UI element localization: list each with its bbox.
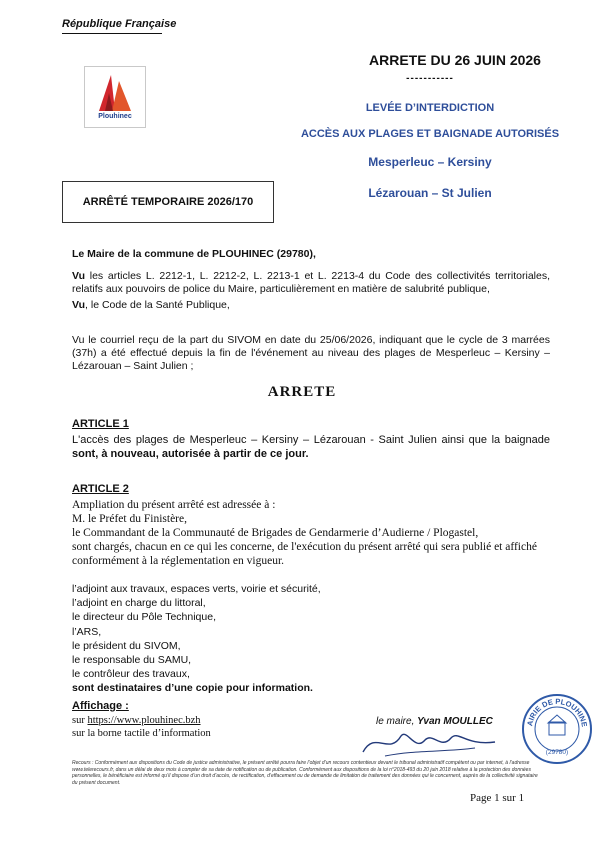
article-1-bold: sont, à nouveau, autorisée à partir de ce jour. (72, 448, 309, 460)
page-number: Page 1 sur 1 (470, 792, 525, 804)
list-item: le contrôleur des travaux, (72, 668, 190, 681)
destinataires-closing: sont destinataires d’une copie pour information. (72, 682, 313, 695)
mairie-seal (520, 692, 594, 766)
affichage-prefix: sur (72, 715, 88, 726)
list-item: le directeur du Pôle Technique, (72, 611, 216, 624)
affichage-borne: sur la borne tactile d’information (72, 728, 211, 739)
charges-line: sont chargés, chacun en ce qui les concerne, de l'exécution du présent arrêté qui sera publié et affiché conformément à la réglementation en vigueur. (72, 541, 537, 567)
ampliation-line: Ampliation du présent arrêté est adressée à : (72, 499, 276, 511)
subtitle-levee: LEVÉE D’INTERDICTION (365, 102, 495, 114)
list-item: le responsable du SAMU, (72, 654, 192, 667)
signature-label: le maire, (376, 716, 418, 727)
website-link[interactable]: https://www.plouhinec.bzh (87, 715, 201, 726)
vu-code-sante (72, 299, 230, 312)
vu-articles (72, 270, 550, 296)
article-1-body: L'accès des plages de Mesperleuc – Kersiny – Lézarouan - Saint Julien ainsi que la baignade (72, 434, 550, 446)
affichage-heading: Affichage : (72, 700, 129, 712)
plouhinec-logo (84, 66, 146, 128)
vu-prefix-2: Vu (72, 299, 86, 311)
mayor-name: Yvan MOULLEC (417, 716, 493, 727)
article-2-heading: ARTICLE 2 (72, 483, 129, 495)
republique-francaise: République Française (62, 18, 177, 30)
seal-stamp-icon (520, 692, 594, 766)
article-1-text (72, 433, 550, 461)
list-item: le président du SIVOM, (72, 639, 181, 652)
vu-articles-text: les articles L. 2212-1, L. 2212-2, L. 2213-1 et L. 2213-4 du Code des collectivités territoriales, relatifs aux pouvoirs de police du Maire, particulièrement en matière de salubrité publique, (72, 270, 550, 295)
arrete-heading: ARRETE (267, 384, 337, 400)
location-line-2: Lézarouan – St Julien (368, 186, 492, 200)
vu-prefix-1: Vu (72, 270, 86, 282)
maire-line: Le Maire de la commune de PLOUHINEC (29780), (72, 248, 316, 260)
list-item: l’ARS, (72, 625, 102, 638)
seal-arc-text: AIRIE DE PLOUHINE (525, 696, 589, 728)
arrete-number-box (62, 181, 274, 223)
article-1-heading: ARTICLE 1 (72, 418, 129, 430)
handwritten-signature (355, 722, 505, 762)
logo-wordmark: Plouhinec (98, 113, 132, 120)
location-line-1: Mesperleuc – Kersiny (368, 155, 492, 169)
commandant-line: le Commandant de la Communauté de Brigades de Gendarmerie d’Audierne / Plogastel, (72, 527, 479, 539)
recours-footnote: Recours : Conformément aux dispositions du Code de justice administrative, le présent arrêté pourra faire l’objet d’un recours contentieux devant le tribunal administratif compétent ou par internet, à l’adresse www.telerecours.fr, dans un délai de deux mois à compter de sa date de notification ou de publication. Conformément aux dispositions de la loi n°2018-493 du 20 juin 2018 relative à la protection des données personnelles, le bénéficiaire est informé qu’il dispose d’un droit d’accès, de rectification, d’effacement ou de demande de limitation de traitement des données qui le concernent, auprès de la collectivité signataire du présent document. (72, 760, 538, 786)
arrete-number-label: ARRÊTÉ TEMPORAIRE 2026/170 (82, 196, 254, 208)
list-item: l’adjoint aux travaux, espaces verts, voirie et sécurité, (72, 583, 321, 595)
article-2-lines (72, 498, 550, 568)
list-item: l’adjoint en charge du littoral, (72, 597, 206, 610)
sail-logo-icon (85, 67, 145, 127)
title-separator: ----------- (406, 73, 454, 84)
subtitle-acces: ACCÈS AUX PLAGES ET BAIGNADE AUTORISÉS (300, 128, 560, 140)
affichage-block (72, 714, 211, 740)
seal-code: (29780) (545, 749, 569, 756)
destinataires-list (72, 582, 472, 696)
courriel-paragraph: Vu le courriel reçu de la part du SIVOM en date du 25/06/2026, indiquant que le cycle de 3 marrées (37h) a été effectué depuis la fin de l'événement au niveau des plages de Mesperleuc – Kersiny – Lézarouan – Saint Julien ; (72, 334, 550, 372)
vu-code-sante-text: , le Code de la Santé Publique, (85, 299, 230, 311)
header-underline (62, 33, 162, 34)
prefet-line: M. le Préfet du Finistère, (72, 513, 187, 525)
document-title: ARRETE DU 26 JUIN 2026 (369, 52, 541, 68)
